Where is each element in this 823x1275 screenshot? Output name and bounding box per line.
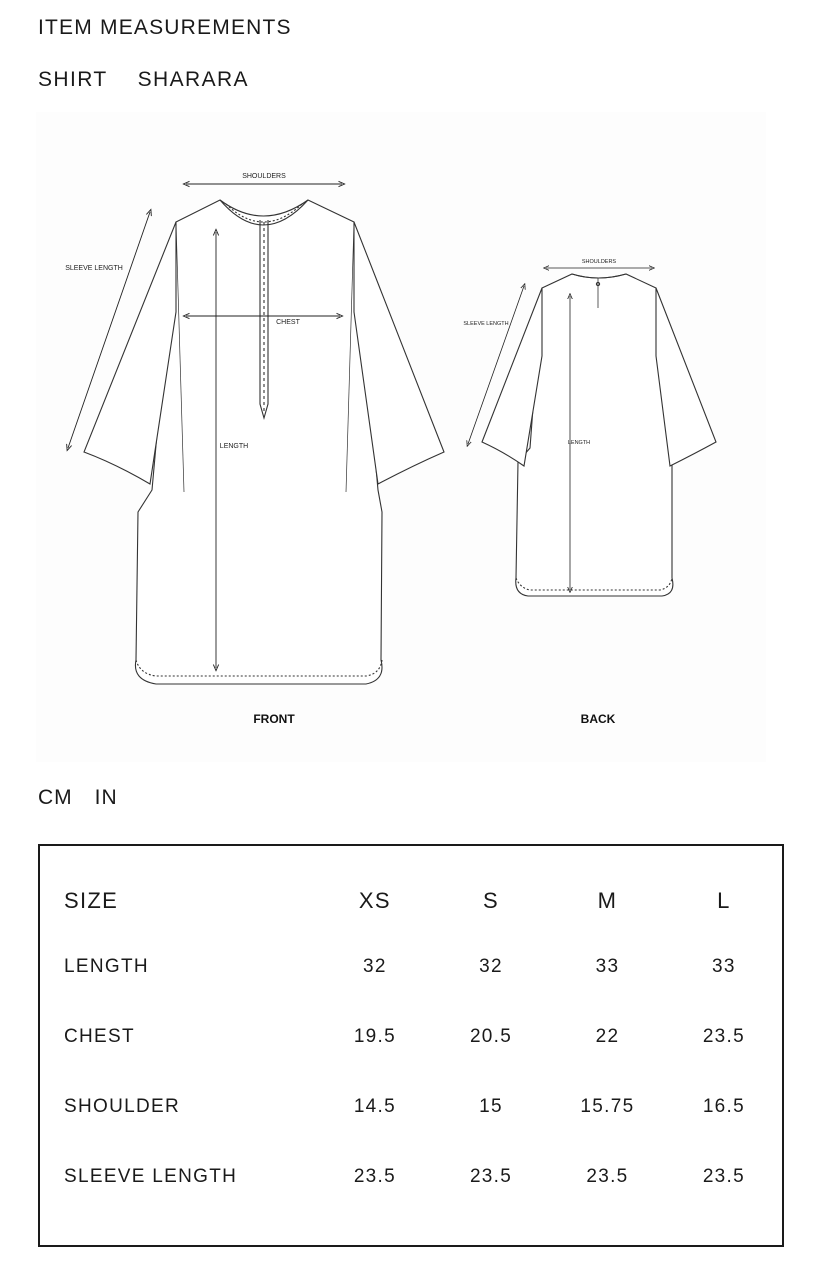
front-label-length: LENGTH [219,443,249,450]
table-cell: 19.5 [353,1026,396,1047]
unit-tabs [38,786,118,810]
size-chart [38,844,784,1247]
table-cell: 14.5 [353,1096,396,1117]
table-cell: 23.5 [702,1166,745,1187]
table-cell: 16.5 [702,1096,745,1117]
tab-shirt[interactable]: SHIRT [38,68,108,91]
row-label: LENGTH [64,956,149,977]
table-cell: 15.75 [580,1096,635,1117]
header-l: L [717,888,731,913]
table-cell: 23.5 [702,1026,745,1047]
front-label-chest: CHEST [276,319,300,326]
table-cell: 33 [595,956,620,977]
size-chart-header-row [64,870,782,932]
header-size: SIZE [64,888,119,913]
table-cell: 20.5 [469,1026,513,1047]
table-cell: 23.5 [469,1166,513,1187]
table-cell: 23.5 [353,1166,396,1187]
table-row [64,1142,782,1212]
table-cell: 33 [712,956,736,977]
table-cell: 32 [363,956,387,977]
header-m: M [597,888,618,913]
back-caption: BACK [580,712,616,726]
unit-tab-cm[interactable]: CM [38,786,73,809]
back-label-shoulders: SHOULDERS [581,259,617,265]
header-s: S [483,888,500,913]
table-row [64,1072,782,1142]
table-row [64,1002,782,1072]
unit-tab-in[interactable]: IN [94,786,118,809]
table-cell: 15 [479,1096,503,1117]
header-xs: XS [358,888,391,913]
table-row [64,932,782,1002]
front-label-sleeve-length: SLEEVE LENGTH [65,265,123,272]
garment-illustration [36,112,766,762]
front-caption: FRONT [253,712,295,726]
measurement-diagram [36,112,766,762]
front-label-shoulders: SHOULDERS [242,173,286,180]
row-label: SLEEVE LENGTH [64,1166,238,1187]
table-cell: 22 [595,1026,620,1047]
page-heading: ITEM MEASUREMENTS [38,16,292,39]
back-label-sleeve-length: SLEEVE LENGTH [463,321,509,327]
back-label-length: LENGTH [567,440,591,446]
garment-tabs [38,68,249,92]
row-label: CHEST [64,1026,135,1047]
size-chart-table [64,870,782,1212]
tab-sharara[interactable]: SHARARA [137,68,249,91]
table-cell: 23.5 [586,1166,629,1187]
table-cell: 32 [479,956,503,977]
row-label: SHOULDER [64,1096,180,1117]
